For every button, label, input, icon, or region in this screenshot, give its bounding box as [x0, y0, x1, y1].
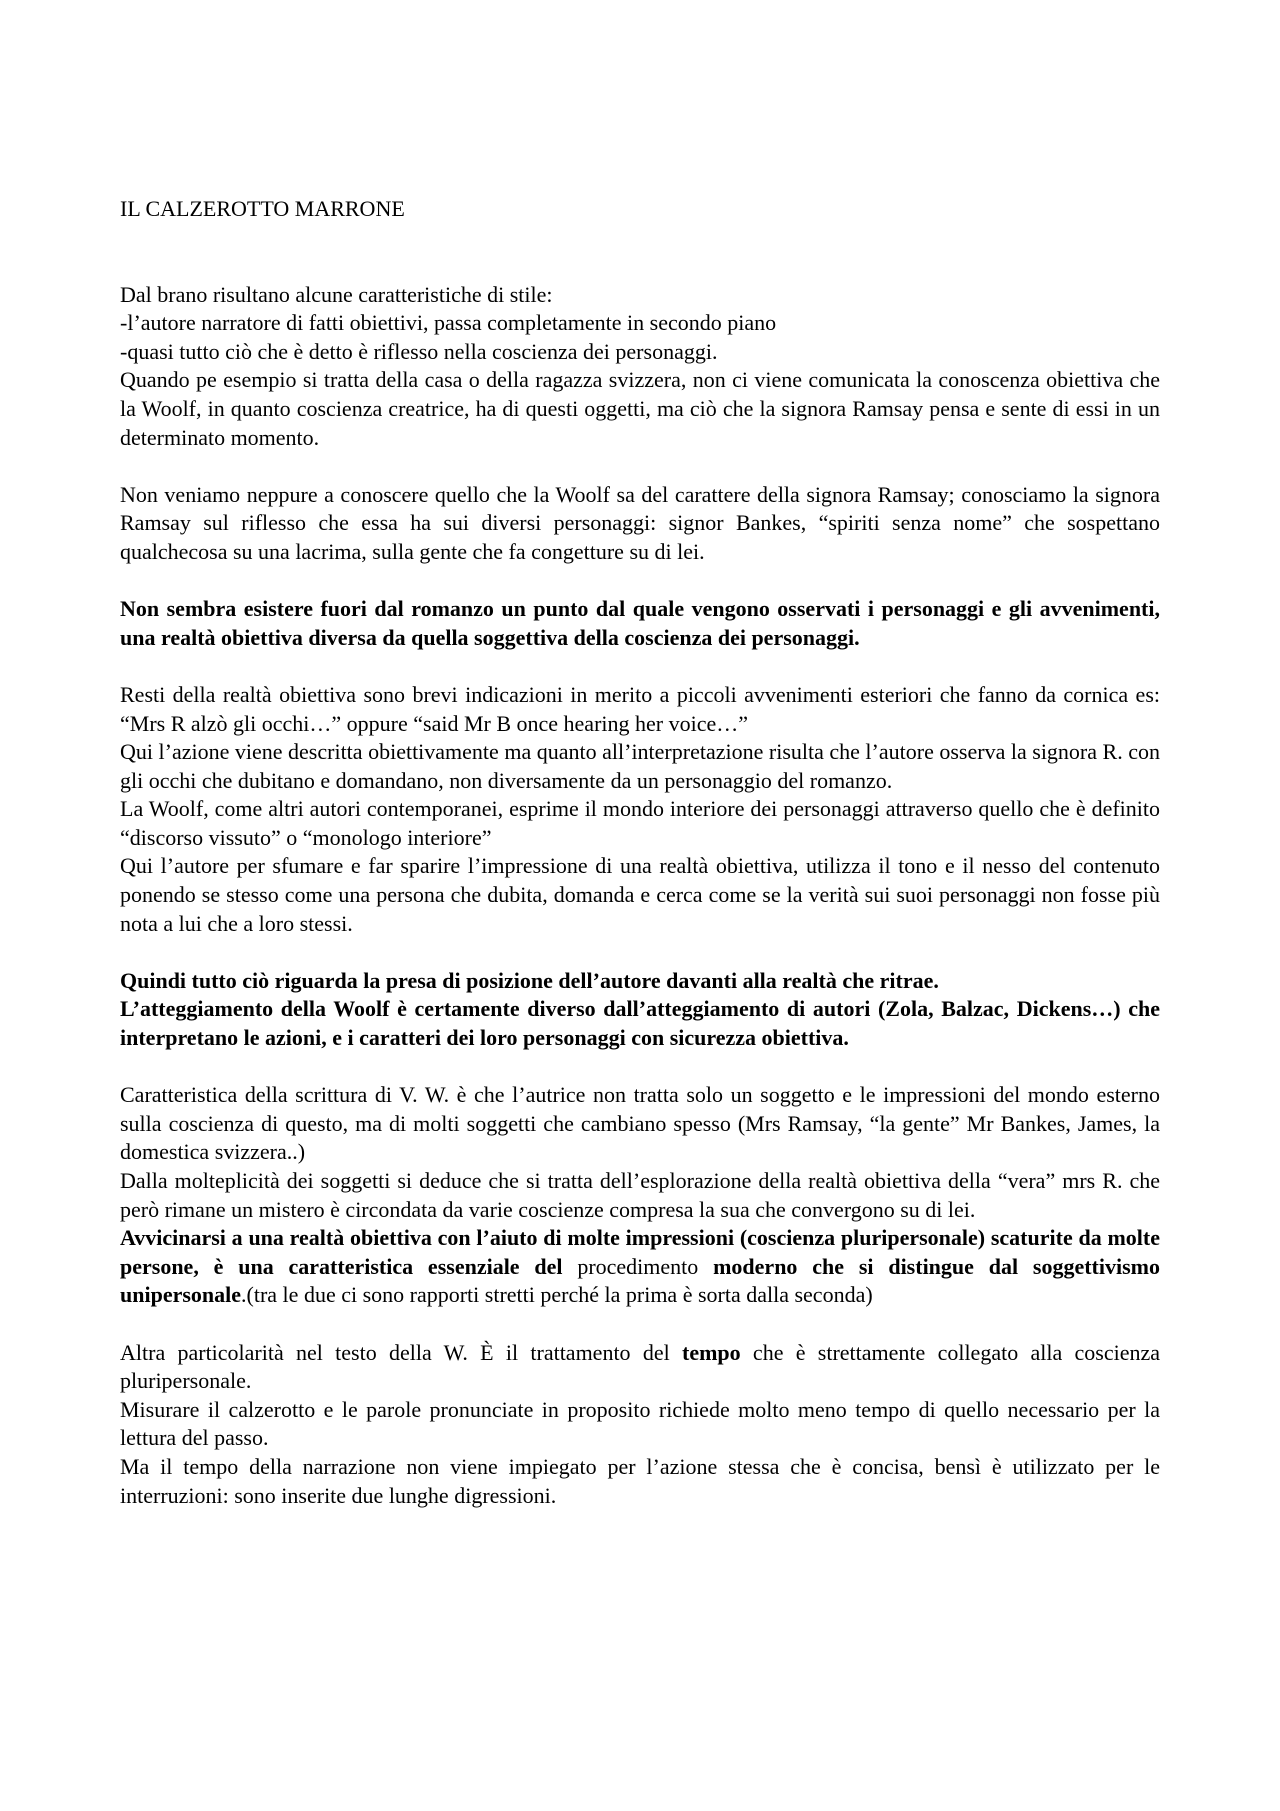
paragraph: Caratteristica della scrittura di V. W. è che l’autrice non tratta solo un soggetto e le impressioni del mondo esterno sulla coscienza di questo, ma di molti soggetti che cambiano spesso (Mrs Ramsay, “la gente” Mr Bankes, James, la domestica svizzera..): [120, 1082, 1160, 1165]
bold-paragraph: Quindi tutto ciò riguarda la presa di posizione dell’autore davanti alla realtà che ritrae.: [120, 967, 939, 993]
paragraph-spacer: [120, 452, 1160, 481]
paragraph: Qui l’azione viene descritta obiettivamente ma quanto all’interpretazione risulta che l’autore osserva la signora R. con gli occhi che dubitano e domandano, non diversamente da un personaggio del romanzo.: [120, 739, 1160, 793]
paragraph-spacer: [120, 938, 1160, 967]
text-span: Altra particolarità nel testo della W. È il trattamento del: [120, 1339, 682, 1365]
paragraph: Non veniamo neppure a conoscere quello che la Woolf sa del carattere della signora Ramsay; conosciamo la signora Ramsay sul riflesso che essa ha sui diversi personaggi: signor Bankes, “spiriti senza nome” che sospettano qualchecosa su una lacrima, sulla gente che fa congetture su di lei.: [120, 481, 1160, 564]
text-span: procedimento: [562, 1253, 714, 1279]
paragraph-spacer: [120, 1053, 1160, 1082]
paragraph: Resti della realtà obiettiva sono brevi indicazioni in merito a piccoli avvenimenti esteriori che fanno da cornica es: “Mrs R alzò gli occhi…” oppure “said Mr B once hearing her voice…”: [120, 681, 1160, 736]
paragraph: Misurare il calzerotto e le parole pronunciate in proposito richiede molto meno tempo di quello necessario per la lettura del passo.: [120, 1396, 1160, 1451]
paragraph-line: -l’autore narratore di fatti obiettivi, passa completamente in secondo piano: [120, 310, 777, 336]
paragraph-spacer: [120, 652, 1160, 681]
bold-span: tempo: [682, 1339, 741, 1365]
paragraph: Qui l’autore per sfumare e far sparire l’impressione di una realtà obiettiva, utilizza il tono e il nesso del contenuto ponendo se stesso come una persona che dubita, domanda e cerca come se la verità sui suoi personaggi non fosse più nota a lui che a loro stessi.: [120, 853, 1160, 936]
paragraph-spacer: [120, 1310, 1160, 1339]
paragraph: Dalla molteplicità dei soggetti si deduce che si tratta dell’esplorazione della realtà obiettiva della “vera” mrs R. che però rimane un mistero è circondata da varie coscienze compresa la sua che convergono su di lei.: [120, 1168, 1160, 1222]
paragraph-line: Dal brano risultano alcune caratteristiche di stile:: [120, 281, 553, 307]
page-title: IL CALZEROTTO MARRONE: [120, 196, 405, 221]
mixed-paragraph: [120, 1339, 1160, 1396]
paragraph: La Woolf, come altri autori contemporanei, esprime il mondo interiore dei personaggi attraverso quello che è definito “discorso vissuto” o “monologo interiore”: [120, 796, 1160, 850]
paragraph-line: -quasi tutto ciò che è detto è riflesso nella coscienza dei personaggi.: [120, 338, 718, 364]
text-span: .(tra le due ci sono rapporti stretti perché la prima è sorta dalla seconda): [241, 1282, 873, 1308]
document-body: [120, 195, 1160, 1510]
paragraph: Quando pe esempio si tratta della casa o della ragazza svizzera, non ci viene comunicata la conoscenza obiettiva che la Woolf, in quanto coscienza creatrice, ha di questi oggetti, ma ciò che la signora Ramsay pensa e sente di essi in un determinato momento.: [120, 367, 1160, 450]
bold-paragraph: L’atteggiamento della Woolf è certamente diverso dall’atteggiamento di autori (Zola, Balzac, Dickens…) che interpretano le azioni, e i caratteri dei loro personaggi con sicurezza obiettiva.: [120, 996, 1160, 1051]
text-span: che è strettamente collegato alla coscienza pluripersonale.: [120, 1339, 1160, 1394]
bold-paragraph: Non sembra esistere fuori dal romanzo un punto dal quale vengono osservati i personaggi e gli avvenimenti, una realtà obiettiva diversa da quella soggettiva della coscienza dei personaggi.: [120, 596, 1160, 650]
mixed-paragraph: [120, 1224, 1160, 1310]
paragraph-spacer: [120, 567, 1160, 596]
bold-span: moderno che si distingue dal soggettivismo unipersonale: [120, 1253, 1160, 1308]
paragraph: Ma il tempo della narrazione non viene impiegato per l’azione stessa che è concisa, bensì è utilizzato per le interruzioni: sono inserite due lunghe digressioni.: [120, 1453, 1160, 1508]
bold-span: Avvicinarsi a una realtà obiettiva con l’aiuto di molte impressioni (coscienza pluripersonale) scaturite da molte persone, è una caratteristica essenziale del: [120, 1225, 1160, 1279]
